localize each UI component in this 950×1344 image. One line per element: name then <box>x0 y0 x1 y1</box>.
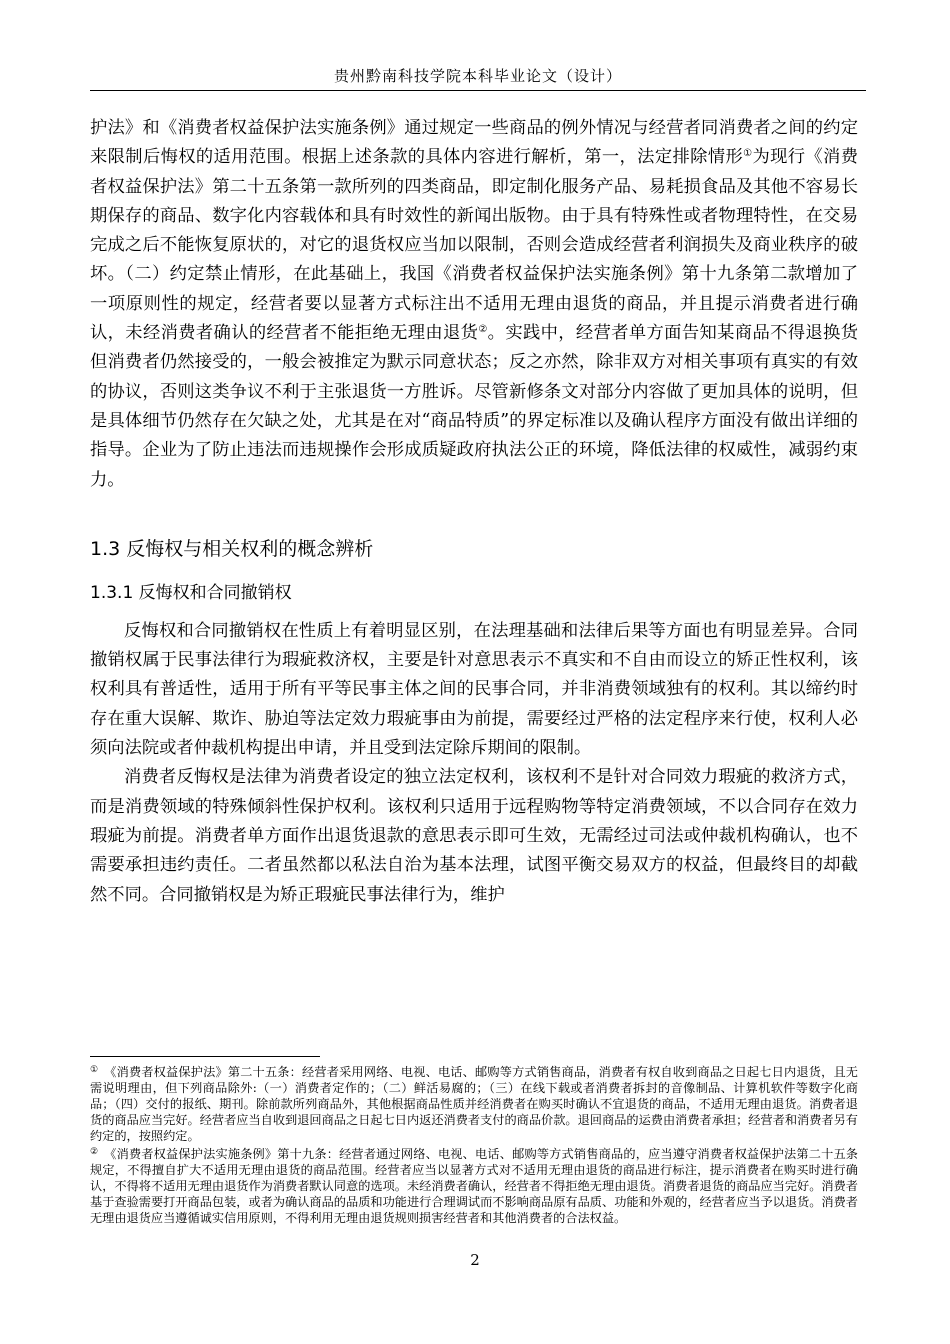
footnote-mark-2: ② <box>90 1147 99 1157</box>
footnote-mark-1: ① <box>90 1065 99 1075</box>
paragraph-1 <box>90 114 858 495</box>
footnote-2 <box>90 1144 858 1226</box>
paragraph-2: 反悔权和合同撤销权在性质上有着明显区别，在法理基础和法律后果等方面也有明显差异。合同撤销权属于民事法律行为瑕疵救济权，主要是针对意思表示不真实和不自由而设立的矫正性权利，该权利具有普适性，适用于所有平等民事主体之间的民事合同，并非消费领域独有的权利。其以缔约时存在重大误解、欺诈、胁迫等法定效力瑕疵事由为前提，需要经过严格的法定程序来行使，权利人必须向法院或者仲裁机构提出申请，并且受到法定除斥期间的限制。 <box>90 620 858 759</box>
subsection-heading: 1.3.1 反悔权和合同撤销权 <box>90 582 292 603</box>
paragraph-1-part-a: 护法》和《消费者权益保护法实施条例》通过规定一些商品的例外情况与经营者同消费者之间的约定来限制后悔权的适用范围。根据上述条款的具体内容进行解析，第一，法定排除情形 <box>90 118 858 168</box>
section-heading: 1.3 反悔权与相关权利的概念辨析 <box>90 537 374 560</box>
paragraph-3: 消费者反悔权是法律为消费者设定的独立法定权利，该权利不是针对合同效力瑕疵的救济方式，而是消费领域的特殊倾斜性保护权利。该权利只适用于远程购物等特定消费领域，不以合同存在效力瑕疵为前提。消费者单方面作出退货退款的意思表示即可生效，无需经过司法或仲裁机构确认，也不需要承担违约责任。二者虽然都以私法自治为基本法理，试图平衡交易双方的权益，但最终目的却截然不同。合同撤销权是为矫正瑕疵民事法律行为，维护 <box>90 767 858 905</box>
header-rule <box>90 90 866 91</box>
footnote-1 <box>90 1062 858 1144</box>
footnotes <box>90 1062 858 1226</box>
paragraph-1-part-b: 为现行《消费者权益保护法》第二十五条第一款所列的四类商品，即定制化服务产品、易耗损食品及其他不容易长期保存的商品、数字化内容载体和具有时效性的新闻出版物。由于具有特殊性或者物理特性，在交易完成之后不能恢复原状的，对它的退货权应当加以限制，否则会造成经营者利润损失及商业秩序的破坏。（二）约定禁止情形，在此基础上，我国《消费者权益保护法实施条例》第十九条第二款增加了一项原则性的规定，经营者要以显著方式标注出不适用无理由退货的商品，并且提示消费者进行确认，未经消费者确认的经营者不能拒绝无理由退货 <box>90 147 858 344</box>
body-text <box>90 114 858 910</box>
page-header: 贵州黔南科技学院本科毕业论文（设计） <box>333 67 622 85</box>
paragraph-1-part-c: 。实践中，经营者单方面告知某商品不得退换货但消费者仍然接受的，一般会被推定为默示同意状态；反之亦然，除非双方对相关事项有真实的有效的协议，否则这类争议不利于主张退货一方胜诉。尽管新修条文对部分内容做了更加具体的说明，但是具体细节仍然存在欠缺之处，尤其是在对“商品特质”的界定标准以及确认程序方面没有做出详细的指导。企业为了防止违法而违规操作会形成质疑政府执法公正的环境，降低法律的权威性，减弱约束力。 <box>90 323 858 490</box>
footnote-ref-1[interactable]: ① <box>743 148 753 160</box>
footnote-separator <box>90 1056 320 1057</box>
footnote-ref-2[interactable]: ② <box>478 324 488 336</box>
footnote-text-1: 《消费者权益保护法》第二十五条：经营者采用网络、电视、电话、邮购等方式销售商品，消费者有权自收到商品之日起七日内退货，且无需说明理由，但下列商品除外:（一）消费者定作的；（二）鲜活易腐的；（三）在线下载或者消费者拆封的音像制品、计算机软件等数字化商品；（四）交付的报纸、期刊。除前款所列商品外，其他根据商品性质并经消费者在购买时确认不宜退货的商品，不适用无理由退货。消费者退货的商品应当完好。经营者应当自收到退回商品之日起七日内返还消费者支付的商品价款。退回商品的运费由消费者承担；经营者和消费者另有约定的，按照约定。 <box>90 1065 858 1143</box>
footnote-text-2: 《消费者权益保护法实施条例》第十九条：经营者通过网络、电视、电话、邮购等方式销售商品的，应当遵守消费者权益保护法第二十五条规定，不得擅自扩大不适用无理由退货的商品范围。经营者应当以显著方式对不适用无理由退货的商品进行标注，提示消费者在购买时进行确认，不得将不适用无理由退货作为消费者默认同意的选项。未经消费者确认，经营者不得拒绝无理由退货。消费者退货的商品应当完好。消费者基于查验需要打开商品包装，或者为确认商品的品质和功能进行合理调试而不影响商品原有品质、功能和外观的，经营者应当予以退货。消费者无理由退货应当遵循诚实信用原则，不得利用无理由退货规则损害经营者和其他消费者的合法权益。 <box>90 1147 858 1225</box>
page-number: 2 <box>470 1251 480 1269</box>
